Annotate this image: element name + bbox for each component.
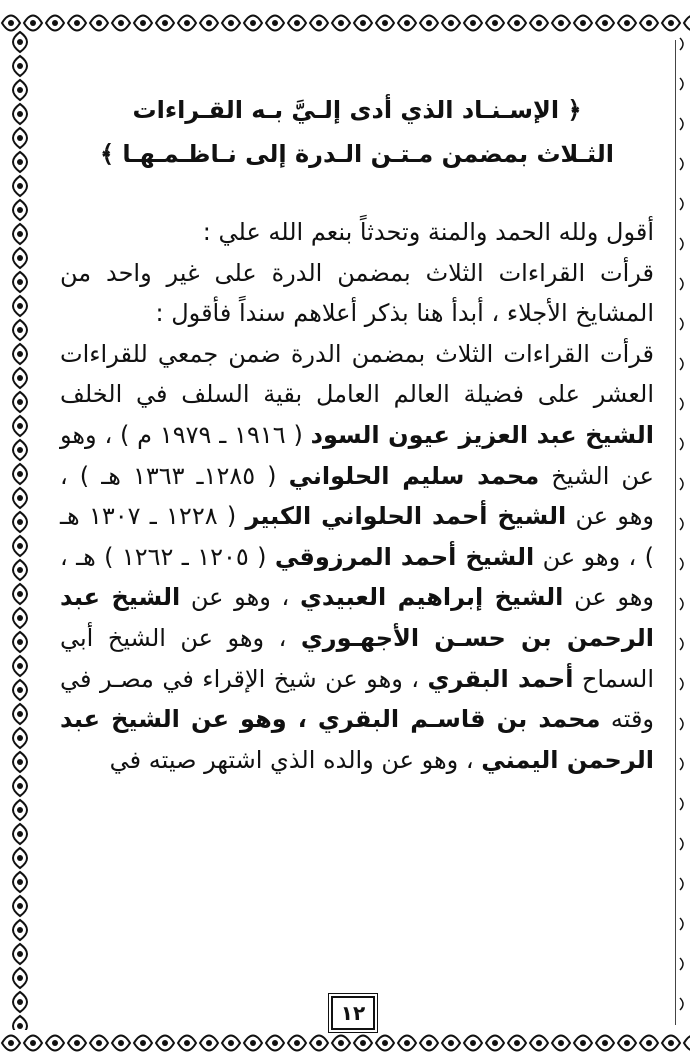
body-text [60, 212, 654, 780]
text-run: قرأت القراءات الثلاث بمضمن الدرة على غير واحد من المشايخ الأجلاء ، أبدأ هنا بذكر أعلاهم سنداً فأقول : [60, 258, 654, 328]
section-heading [60, 88, 654, 176]
ornamental-border-right [676, 30, 690, 1030]
ornamental-border-bottom [0, 1028, 690, 1058]
scholar-name: الشيخ أحمد الحلواني الكبير [245, 502, 567, 531]
scholar-name: الشيخ إبراهيم العبيدي [299, 583, 564, 612]
scholar-name: محمد بن قاسـم البقري ، وهو عن الشيخ عبد الرحمن اليمني [60, 705, 654, 774]
text-run: ( ١٢٢٨ ـ ١٣٠٧ هـ ) ، وهو عن [60, 502, 654, 571]
text-run: ، وهو عن [190, 583, 290, 612]
heading-line-1: ﴿ الإسـنـاد الذي أدى إلـيَّ بـه القـراءات [132, 96, 582, 124]
paragraph-3 [60, 334, 654, 781]
text-run: ( ١٢٠٥ ـ ١٢٦٢ ) هـ ، وهو عن [60, 542, 654, 612]
page-content [60, 88, 654, 780]
text-run: ، وهو عن والده الذي اشتهر صيته في [109, 745, 474, 774]
scholar-name: الشيخ عبد العزيز عيون السود [310, 420, 654, 449]
text-run: ، وهو عن شيخ الإقراء في مصـر في وقته [60, 664, 654, 734]
text-run: ( ١٢٨٥ـ ١٣٦٣ هـ ) ، وهو عن [60, 461, 654, 531]
text-run: ( ١٩١٦ ـ ١٩٧٩ م ) ، وهو عن الشيخ [60, 420, 654, 490]
heading-line-2: الثـلاث بمضمن مـتـن الـدرة إلى نـاظـمـهـا ﴾ [99, 140, 615, 168]
paragraph-2 [60, 253, 654, 334]
paragraph-1 [60, 212, 654, 253]
scholar-name: محمد سليم الحلواني [288, 461, 540, 490]
scholar-name: أحمد البقري [427, 664, 574, 693]
scholar-name: الشيخ عبد الرحمن بن حسـن الأجهـوري [60, 583, 654, 652]
text-run: قرأت القراءات الثلاث بمضمن الدرة ضمن جمعي للقراءات العشر على فضيلة العالم العامل بقية السلف في الخلف [60, 339, 654, 409]
ornamental-border-left [4, 30, 36, 1030]
page-number: ١٢ [331, 996, 375, 1030]
text-run: ، وهو عن الشيخ أبي السماح [60, 623, 654, 693]
scholar-name: الشيخ أحمد المرزوقي [274, 542, 535, 571]
ornamental-border-top [0, 8, 690, 38]
text-run: أقول ولله الحمد والمنة وتحدثاً بنعم الله علي : [202, 218, 654, 246]
